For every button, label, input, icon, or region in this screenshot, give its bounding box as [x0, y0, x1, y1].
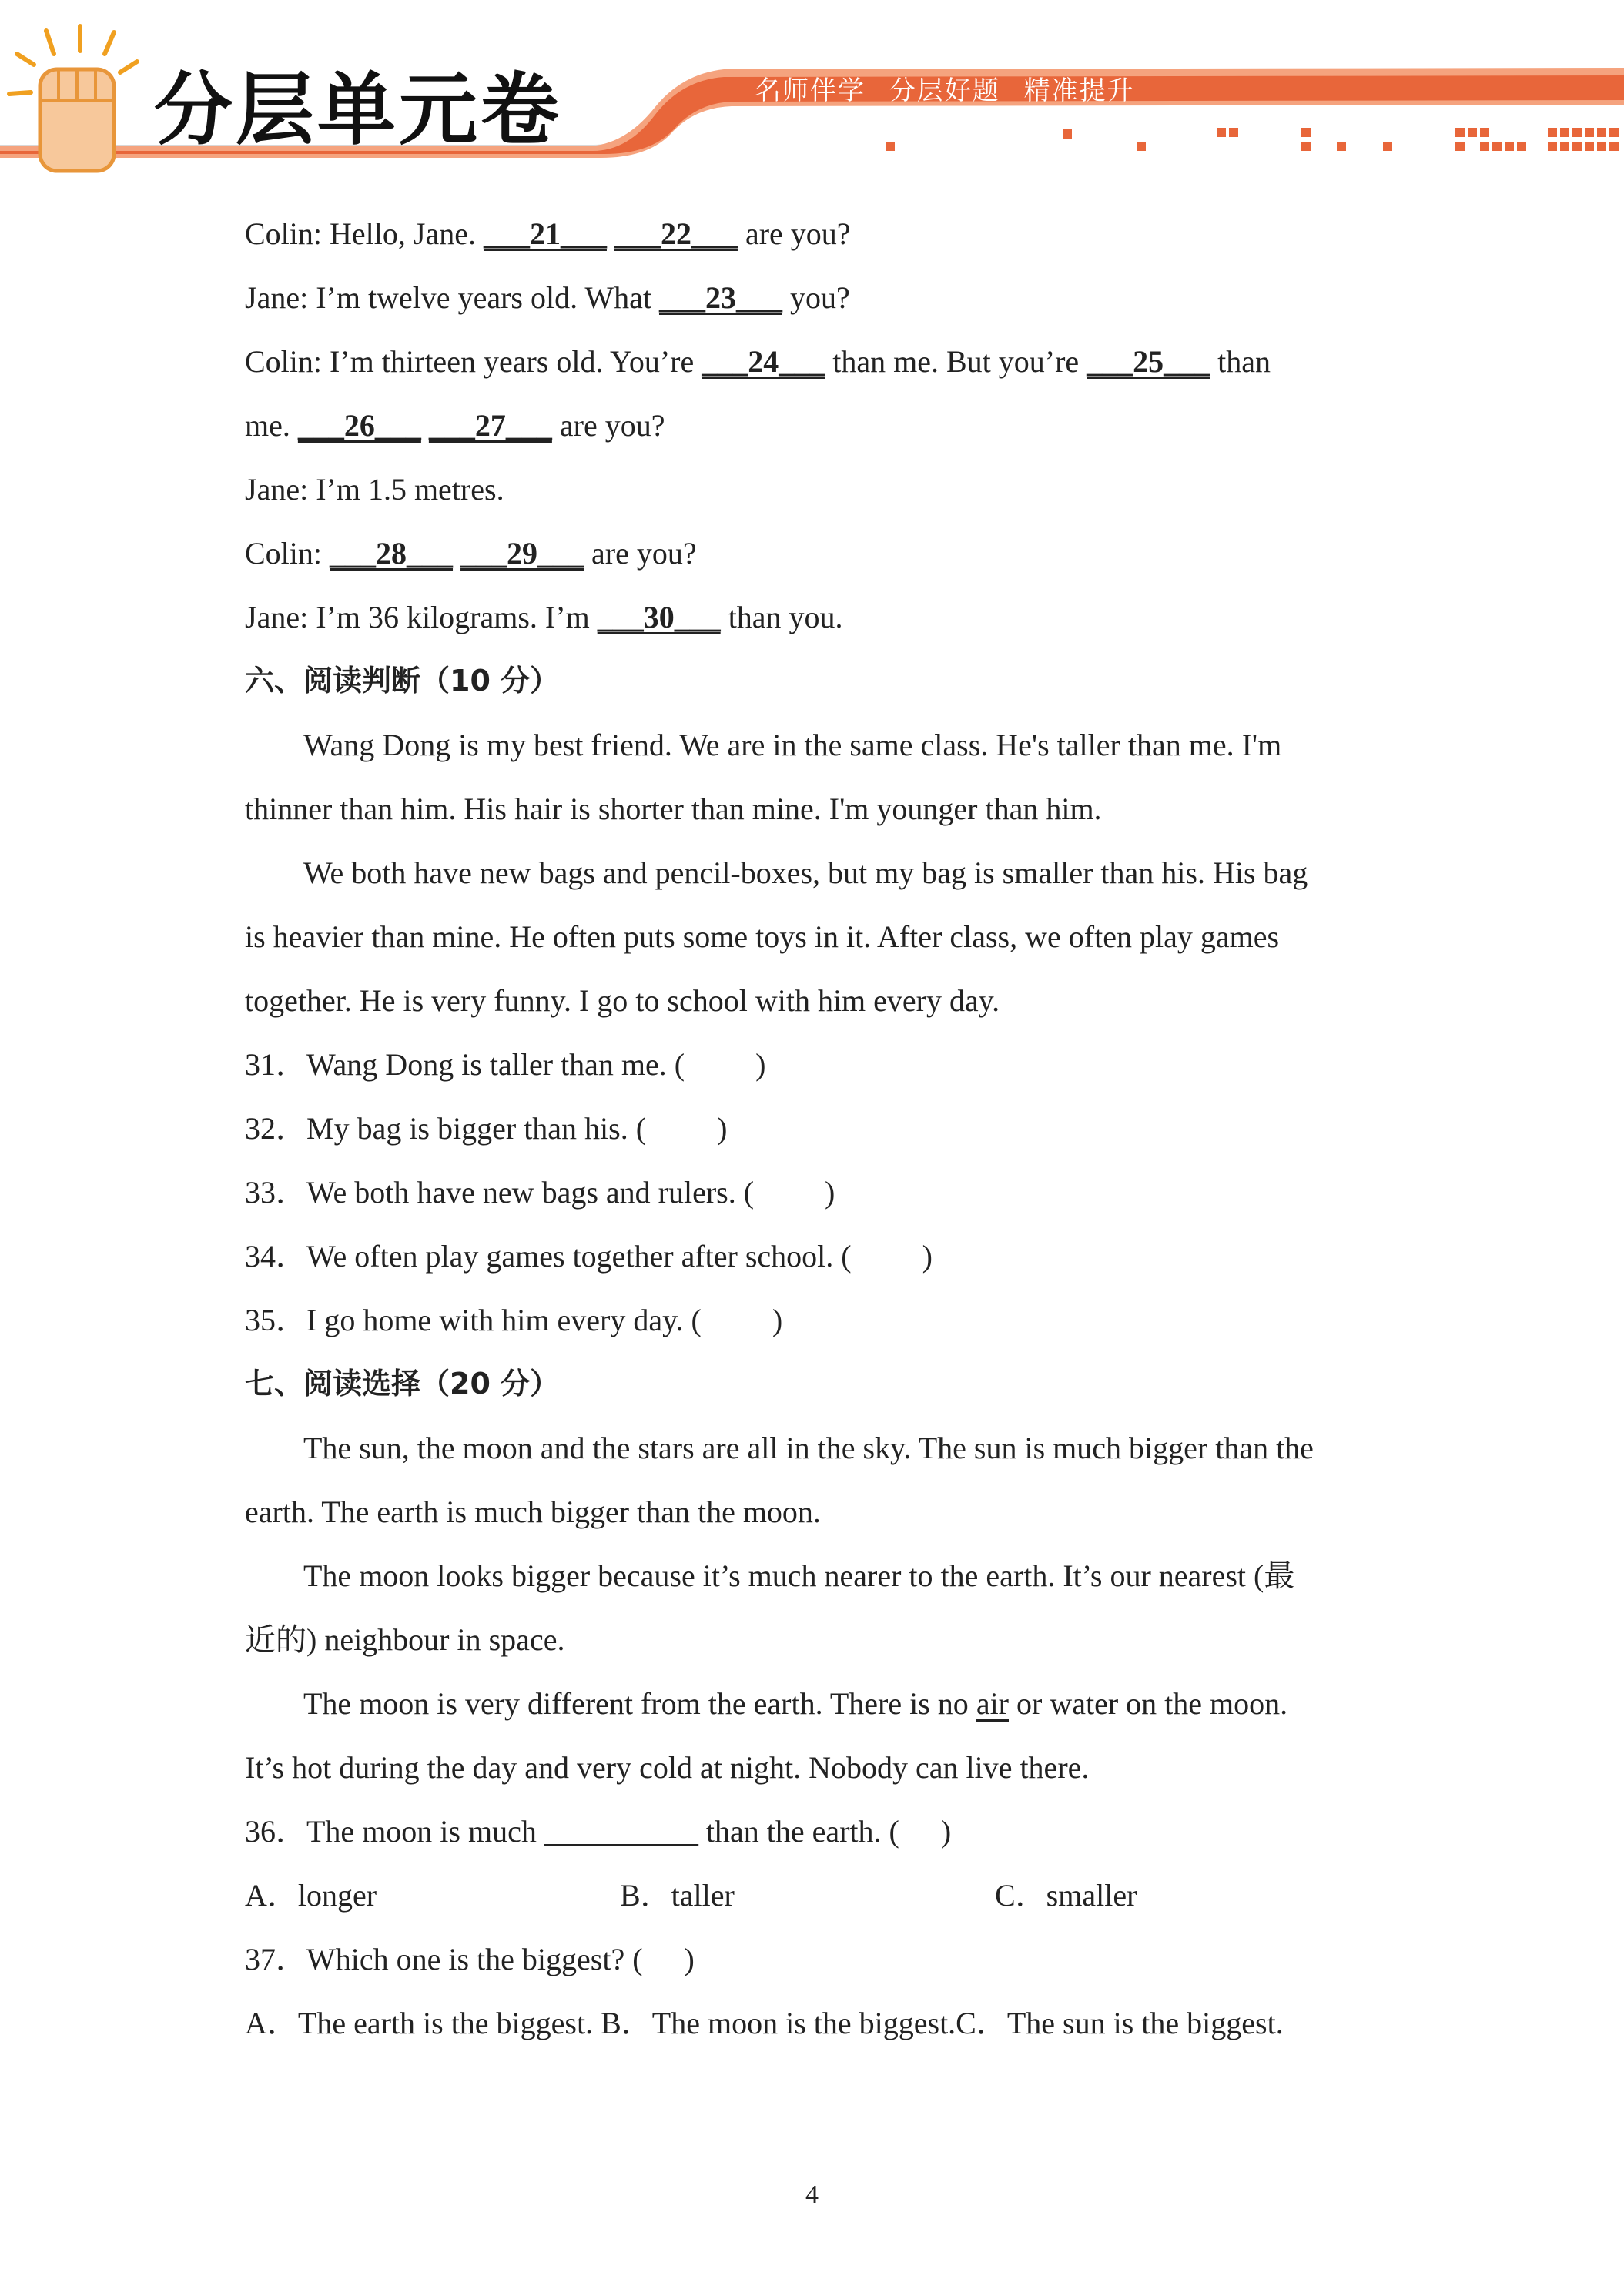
passage-line: earth. The earth is much bigger than the moon.	[245, 1494, 821, 1529]
options-37[interactable]: A．The earth is the biggest. B．The moon is the biggest.C．The sun is the biggest.	[245, 2006, 1284, 2040]
dialogue-line	[245, 521, 1385, 585]
passage-line	[245, 1672, 1385, 1735]
option-a[interactable]: A．longer	[245, 1878, 377, 1913]
page-header	[0, 0, 1624, 177]
question-32	[245, 1096, 1385, 1160]
blank-25: ___25___	[1087, 344, 1210, 379]
passage-line: 近的) neighbour in space.	[245, 1622, 565, 1657]
question-33	[245, 1160, 1385, 1224]
dialogue-text: Colin: I’m thirteen years old. You’re	[245, 344, 702, 379]
dialogue-text: me.	[245, 408, 298, 443]
blank-30: ___30___	[597, 600, 721, 634]
brand-slogan: 名师伴学 分层好题 精准提升	[755, 75, 1135, 106]
dialogue-text: you?	[782, 280, 850, 315]
options-36	[245, 1863, 1385, 1927]
blank-24: ___24___	[702, 344, 825, 379]
passage-line: The moon looks bigger because it’s much nearer to the earth. It’s our nearest (最	[303, 1558, 1295, 1593]
question-31	[245, 1033, 1385, 1096]
question-34	[245, 1224, 1385, 1288]
dialogue-text: than you.	[720, 600, 843, 634]
passage-text: The moon is very different from the earth. There is no	[303, 1686, 976, 1721]
question-36	[245, 1799, 1385, 1863]
question-number: 35．	[245, 1303, 306, 1337]
paren-close: )	[684, 1942, 695, 1976]
dialogue-text: than me. But you’re	[825, 344, 1087, 379]
question-37	[245, 1927, 1385, 1991]
dialogue-line	[245, 266, 1385, 330]
dialogue-text: are you?	[737, 216, 851, 251]
passage-line: It’s hot during the day and very cold at night. Nobody can live there.	[245, 1750, 1090, 1785]
blank-29: ___29___	[460, 536, 584, 571]
question-text: We often play games together after school. (	[306, 1239, 852, 1274]
underlined-word: air	[976, 1686, 1009, 1721]
paren-close: )	[940, 1814, 952, 1849]
paren-close: )	[772, 1303, 783, 1337]
question-number: 31．	[245, 1047, 306, 1082]
question-number: 34．	[245, 1239, 306, 1274]
passage-line: together. He is very funny. I go to school with him every day.	[245, 983, 1000, 1018]
blank-27: ___27___	[428, 408, 552, 443]
dialogue-text: than	[1210, 344, 1271, 379]
dialogue-line	[245, 330, 1385, 393]
question-number: 36．	[245, 1814, 306, 1849]
question-number: 33．	[245, 1175, 306, 1210]
question-number: 32．	[245, 1111, 306, 1146]
dialogue-line	[245, 393, 1385, 457]
passage-line: Wang Dong is my best friend. We are in the same class. He's taller than me. I'm	[303, 728, 1282, 762]
option-b[interactable]: B．taller	[620, 1878, 735, 1913]
page-number: 4	[805, 2181, 819, 2209]
blank-26: ___26___	[297, 408, 421, 443]
brand-title: 分层单元卷	[154, 65, 562, 156]
dialogue-text: Jane: I’m 1.5 metres.	[245, 472, 504, 507]
option-c[interactable]: C．smaller	[995, 1878, 1137, 1913]
question-text: Wang Dong is taller than me. (	[306, 1047, 685, 1082]
paren-close: )	[922, 1239, 933, 1274]
passage-line: We both have new bags and pencil-boxes, but my bag is smaller than his. His bag	[303, 855, 1308, 890]
dialogue-text: Colin: Hello, Jane.	[245, 216, 484, 251]
blank-22: ___22___	[614, 216, 738, 251]
question-text: My bag is bigger than his. (	[306, 1111, 647, 1146]
question-number: 37．	[245, 1942, 306, 1976]
passage-line: The sun, the moon and the stars are all in the sky. The sun is much bigger than the	[303, 1431, 1314, 1465]
section-heading-6: 六、阅读判断（10 分）	[245, 664, 560, 698]
dialogue-text: Jane: I’m 36 kilograms. I’m	[245, 600, 598, 634]
paren-close: )	[755, 1047, 766, 1082]
blank-23: ___23___	[658, 280, 782, 315]
dialogue-line	[245, 202, 1385, 266]
passage-text: or water on the moon.	[1009, 1686, 1288, 1721]
passage-line: thinner than him. His hair is shorter than mine. I'm younger than him.	[245, 792, 1102, 826]
question-text: We both have new bags and rulers. (	[306, 1175, 755, 1210]
blank-28: ___28___	[330, 536, 454, 571]
question-35	[245, 1288, 1385, 1352]
dialogue-text: Jane: I’m twelve years old. What	[245, 280, 659, 315]
dialogue-text: Colin:	[245, 536, 330, 571]
dialogue-text: are you?	[584, 536, 697, 571]
worksheet-content	[245, 202, 1385, 2055]
blank-21: ___21___	[483, 216, 607, 251]
question-text: Which one is the biggest? (	[306, 1942, 643, 1976]
dialogue-line	[245, 457, 1385, 521]
paren-close: )	[717, 1111, 728, 1146]
passage-line: is heavier than mine. He often puts some toys in it. After class, we often play games	[245, 919, 1280, 954]
question-text: The moon is much __________ than the earth. (	[306, 1814, 899, 1849]
dialogue-line	[245, 585, 1385, 649]
section-heading-7: 七、阅读选择（20 分）	[245, 1367, 560, 1401]
dialogue-text: are you?	[551, 408, 665, 443]
question-text: I go home with him every day. (	[306, 1303, 702, 1337]
paren-close: )	[825, 1175, 835, 1210]
